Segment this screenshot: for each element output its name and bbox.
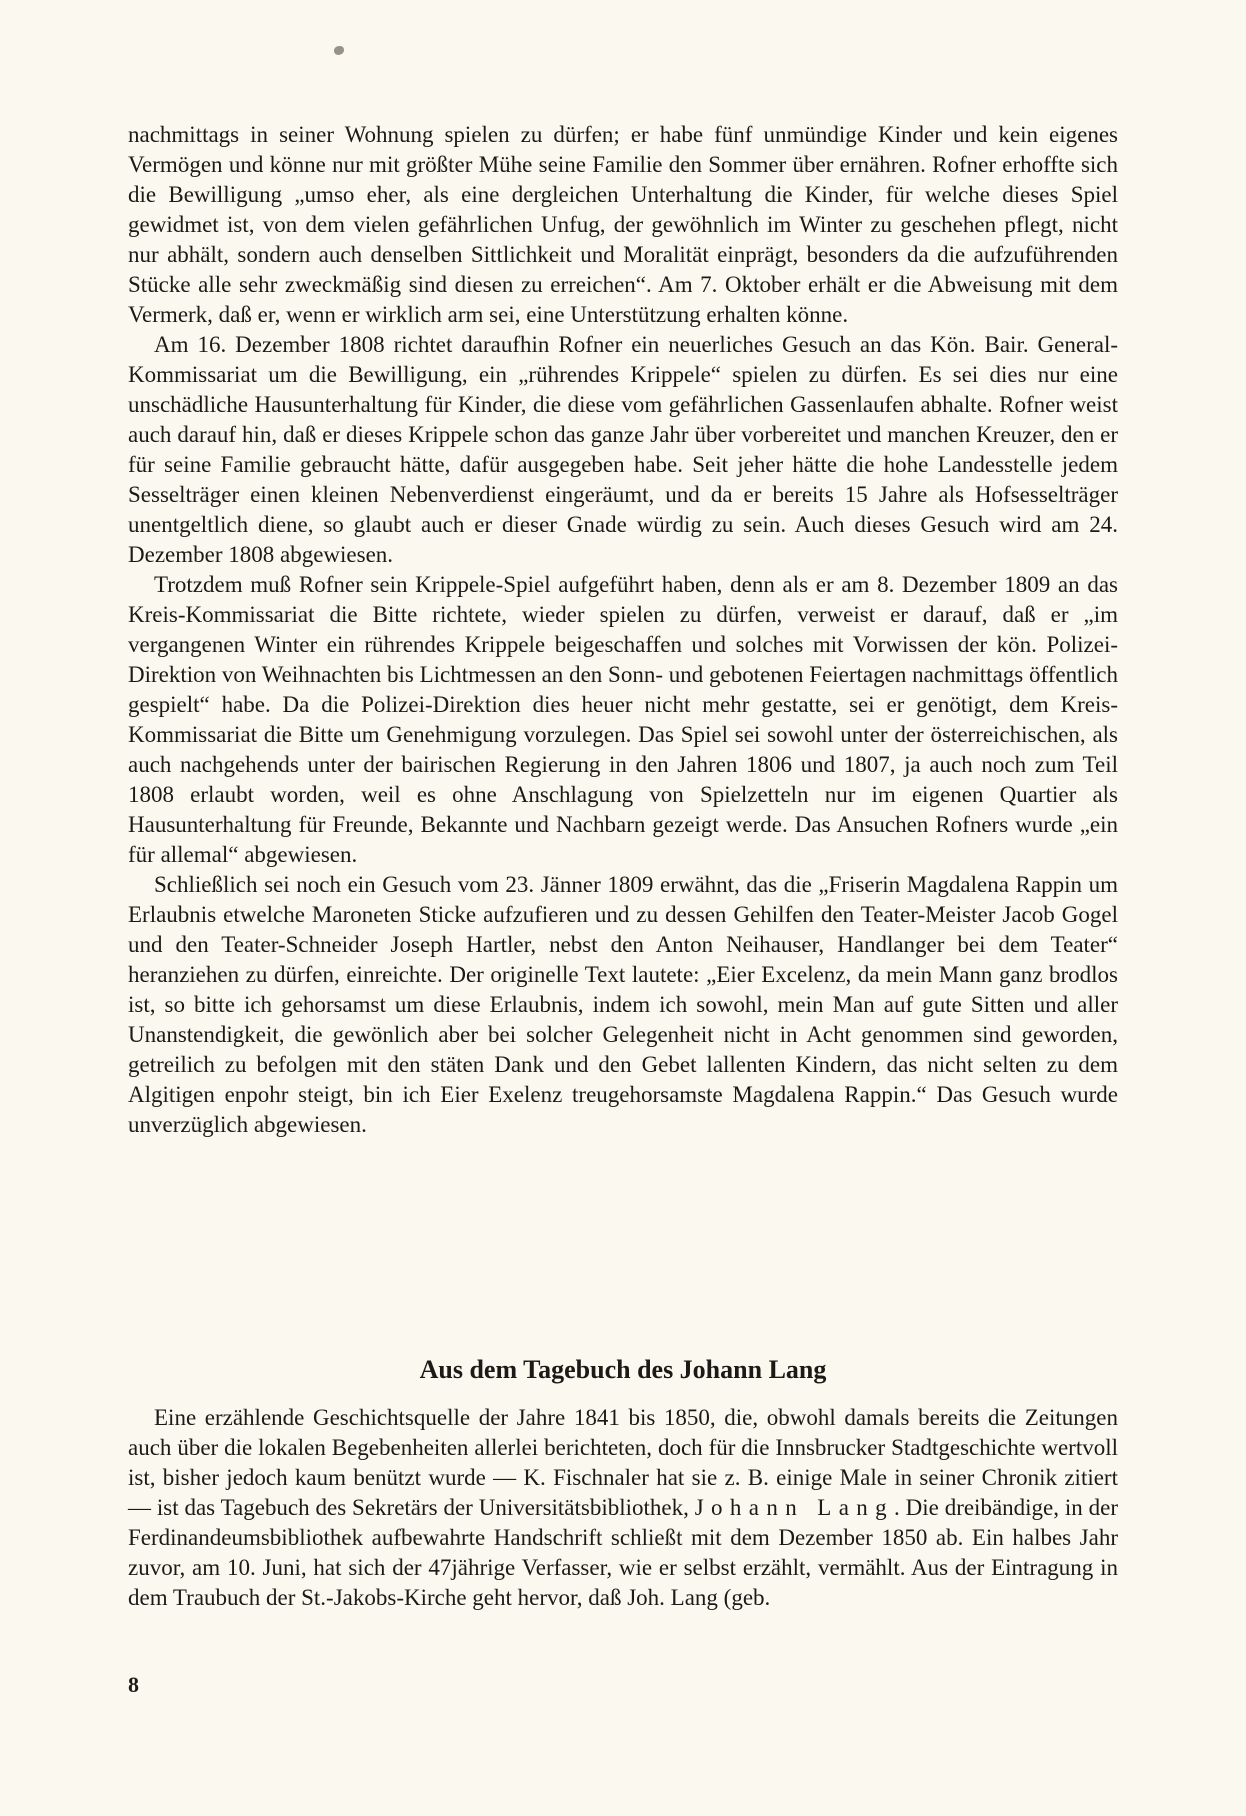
- paragraph: Schließlich sei noch ein Gesuch vom 23. Jänner 1809 erwähnt, das die „Friserin Magdalena Rappin um Erlaubnis etwelche Maroneten Sticke aufzufieren und zu dessen Gehilfen den Teater-Meister Jacob Gogel und den Teater-Schneider Joseph Hartler, nebst den Anton Neihauser, Handlanger bei dem Teater“ heranziehen zu dürfen, einreichte. Der originelle Text lautete: „Eier Excelenz, da mein Mann ganz brodlos ist, so bitte ich gehorsamst um diese Erlaubnis, indem ich sowohl, mein Man auf gute Sitten und aller Unanstendigkeit, die gewönlich aber bei solcher Gelegenheit nicht in Acht genommen sind geworden, getreilich zu befolgen mit den stäten Dank und den Gebet lallenten Kindern, das nicht selten zu dem Algitigen enpohr steigt, bin ich Eier Exelenz treugehorsamste Magdalena Rappin.“ Das Gesuch wurde unverzüglich abgewiesen.: [128, 872, 1118, 1137]
- paragraph-text-before-name: Eine erzählende Geschichtsquelle der Jahre 1841 bis 1850, die, obwohl damals bereits die Zeitungen auch über die lokalen Begebenheiten allerlei berichteten, doch für die Innsbrucker Stadtgeschichte wertvoll ist, bisher jedoch kaum benützt wurde — K. Fischnaler hat sie z. B. einige Male in seiner Chronik zitiert — ist das Tagebuch des Sekretärs der Universitätsbibliothek,: [128, 1405, 1118, 1520]
- ink-mark: [334, 46, 344, 55]
- spaced-author-name: Johann Lang: [694, 1495, 894, 1520]
- body-text-section-1: [128, 120, 1118, 1140]
- body-text-section-2: [128, 1403, 1118, 1613]
- paragraph: Am 16. Dezember 1808 richtet daraufhin Rofner ein neuerliches Gesuch an das Kön. Bair. General-Kommissariat um die Bewilligung, ein „rührendes Krippele“ spielen zu dürfen. Es sei dies nur eine unschädliche Hausunterhaltung für Kinder, die diese vom gefährlichen Gassenlaufen abhalte. Rofner weist auch darauf hin, daß er dieses Krippele schon das ganze Jahr über vorbereitet und manchen Kreuzer, den er für seine Familie gebraucht hätte, dafür ausgegeben habe. Seit jeher hätte die hohe Landesstelle jedem Sesselträger einen kleinen Nebenverdienst eingeräumt, und da er bereits 15 Jahre als Hofsesselträger unentgeltlich diene, so glaubt auch er dieser Gnade würdig zu sein. Auch dieses Gesuch wird am 24. Dezember 1808 abgewiesen.: [128, 332, 1118, 567]
- paragraph: [128, 1403, 1118, 1613]
- paragraph-text-after-name: . Die dreibändige, in der Ferdinandeumsbibliothek aufbewahrte Handschrift schließt mit dem Dezember 1850 ab. Ein halbes Jahr zuvor, am 10. Juni, hat sich der 47jährige Verfasser, wie er selbst erzählt, vermählt. Aus der Eintragung in dem Traubuch der St.-Jakobs-Kirche geht hervor, daß Joh. Lang (geb.: [128, 1495, 1118, 1610]
- section-heading: Aus dem Tagebuch des Johann Lang: [419, 1355, 827, 1384]
- page-number: 8: [128, 1672, 139, 1697]
- paragraph-continued: nachmittags in seiner Wohnung spielen zu dürfen; er habe fünf unmündige Kinder und kein eigenes Vermögen und könne nur mit größter Mühe seine Familie den Sommer über ernähren. Rofner erhoffte sich die Bewilligung „umso eher, als eine dergleichen Unterhaltung die Kinder, für welche dieses Spiel gewidmet ist, von dem vielen gefährlichen Unfug, der gewöhnlich im Winter zu geschehen pflegt, nicht nur abhält, sondern auch denselben Sittlichkeit und Moralität einprägt, besonders da die aufzuführenden Stücke alle sehr zweckmäßig sind diesen zu erreichen“. Am 7. Oktober erhält er die Abweisung mit dem Vermerk, daß er, wenn er wirklich arm sei, eine Unterstützung erhalten könne.: [128, 122, 1118, 327]
- paragraph: Trotzdem muß Rofner sein Krippele-Spiel aufgeführt haben, denn als er am 8. Dezember 1809 an das Kreis-Kommissariat die Bitte richtete, wieder spielen zu dürfen, verweist er darauf, daß er „im vergangenen Winter ein rührendes Krippele beigeschaffen und solches mit Vorwissen der kön. Polizei-Direktion von Weihnachten bis Lichtmessen an den Sonn- und gebotenen Feiertagen nachmittags öffentlich gespielt“ habe. Da die Polizei-Direktion dies heuer nicht mehr gestatte, sei er genötigt, dem Kreis-Kommissariat die Bitte um Genehmigung vorzulegen. Das Spiel sei sowohl unter der österreichischen, als auch nachgehends unter der bairischen Regierung in den Jahren 1806 und 1807, ja auch noch zum Teil 1808 erlaubt worden, weil es ohne Anschlagung von Spielzetteln nur im eigenen Quartier als Hausunterhaltung für Freunde, Bekannte und Nachbarn gezeigt werde. Das Ansuchen Rofners wurde „ein für allemal“ abgewiesen.: [128, 572, 1118, 867]
